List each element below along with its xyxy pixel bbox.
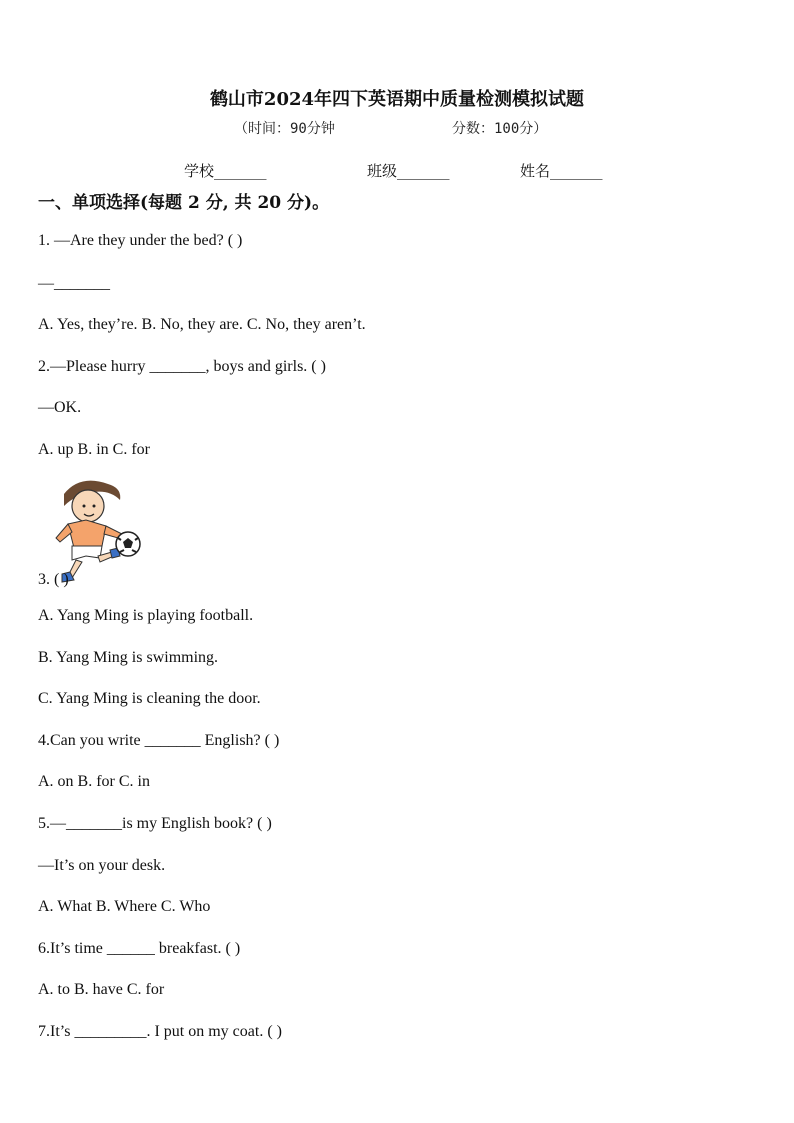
- exam-score: 分数：100分）: [452, 121, 548, 137]
- q1-answer: —_______: [38, 275, 110, 292]
- q2-stem: 2.—Please hurry _______, boys and girls. ( ): [38, 358, 326, 375]
- q6-options: A. to B. have C. for: [38, 981, 165, 998]
- q5-stem: 5.—_______is my English book? ( ): [38, 815, 272, 832]
- q6-stem: 6.It’s time ______ breakfast. ( ): [38, 940, 241, 957]
- q1-stem: 1. —Are they under the bed? ( ): [38, 232, 243, 249]
- q7-stem: 7.It’s _________. I put on my coat. ( ): [38, 1023, 282, 1040]
- name-field: 姓名_______: [520, 162, 603, 180]
- q2-answer: —OK.: [38, 399, 82, 416]
- school-field: 学校_______: [184, 162, 267, 180]
- class-field: 班级_______: [367, 162, 450, 180]
- q3-stem: 3. ( ): [38, 571, 69, 588]
- shirt-icon: [68, 520, 106, 548]
- q4-options: A. on B. for C. in: [38, 773, 150, 790]
- exam-time: （时间：90分钟: [234, 121, 335, 137]
- q1-options: A. Yes, they’re. B. No, they are. C. No, they aren’t.: [38, 316, 366, 333]
- q5-answer: —It’s on your desk.: [38, 857, 166, 874]
- q3-option-b: B. Yang Ming is swimming.: [38, 649, 219, 666]
- boy-football-illustration: [50, 476, 146, 586]
- face-icon: [72, 490, 104, 522]
- q4-stem: 4.Can you write _______ English? ( ): [38, 732, 280, 749]
- exam-title: 鹤山市2024年四下英语期中质量检测模拟试题: [209, 89, 585, 110]
- q5-options: A. What B. Where C. Who: [38, 898, 211, 915]
- q3-option-c: C. Yang Ming is cleaning the door.: [38, 690, 261, 707]
- q3-option-a: A. Yang Ming is playing football.: [38, 607, 254, 624]
- q2-options: A. up B. in C. for: [38, 441, 150, 458]
- shorts-icon: [72, 546, 102, 560]
- section-title: 一、单项选择(每题 2 分, 共 20 分)。: [38, 193, 330, 213]
